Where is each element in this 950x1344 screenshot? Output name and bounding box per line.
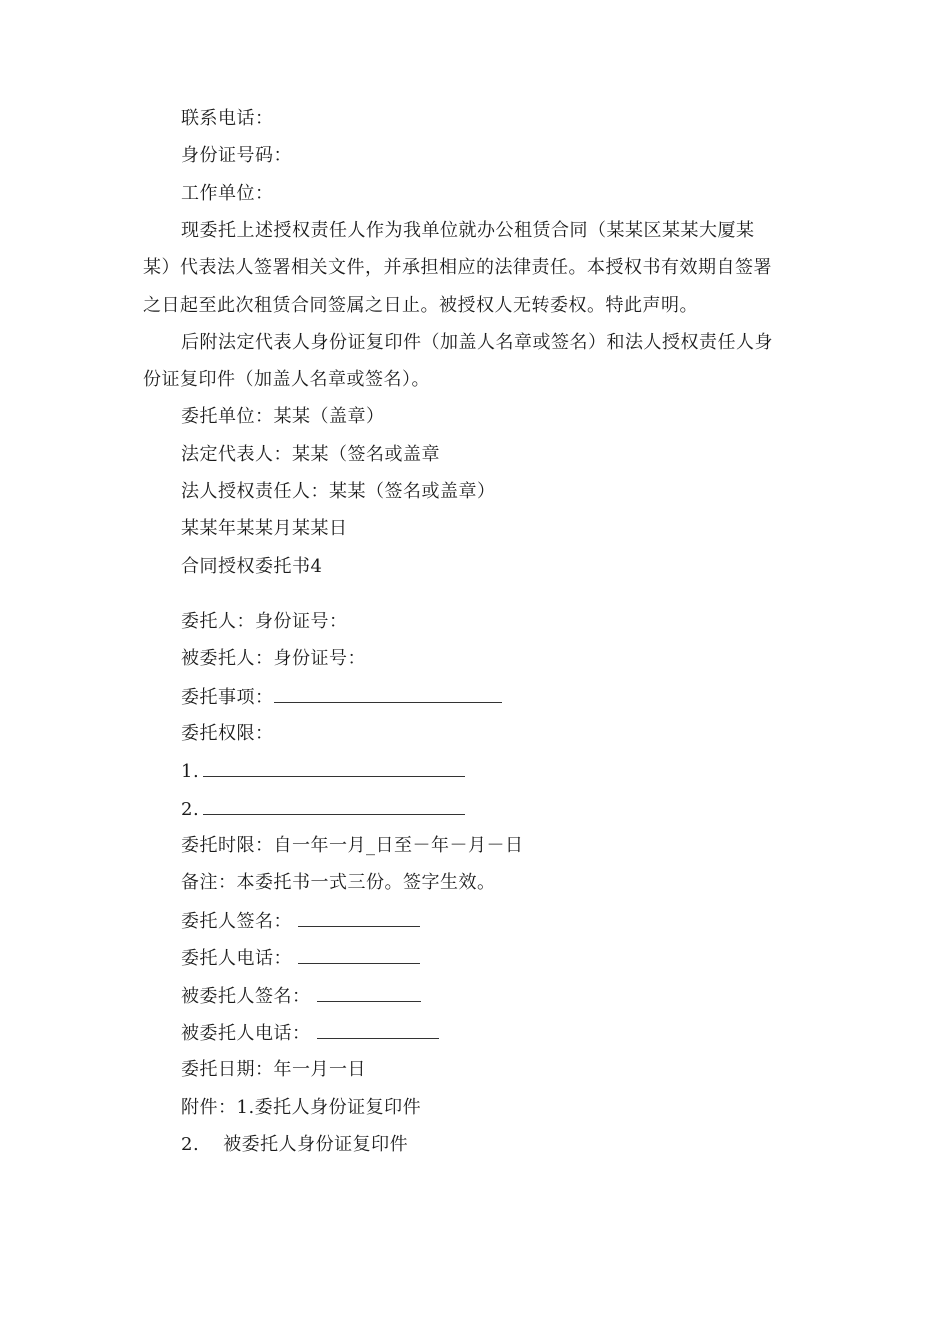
authorization-paragraph-line-1: 现委托上述授权责任人作为我单位就办公租赁合同（某某区某某大厦某 [181, 220, 755, 241]
scope-line: 委托权限： [181, 723, 274, 744]
attachment-paragraph-line-2: 份证复印件（加盖人名章或签名）。 [143, 369, 430, 390]
agent-phone-label: 被委托人电话： [181, 1023, 311, 1044]
attachment-1-line: 附件：1.委托人身份证复印件 [181, 1097, 422, 1118]
matter-blank [274, 686, 502, 703]
agent-signature-label: 被委托人签名： [181, 986, 311, 1007]
contact-phone-line: 联系电话： [181, 108, 274, 129]
legal-representative-line: 法定代表人：某某（签名或盖章 [181, 444, 440, 465]
agent-signature-blank [317, 985, 421, 1002]
agent-phone-line [181, 1022, 439, 1045]
entrusting-unit-line: 委托单位：某某（盖章） [181, 406, 385, 427]
scope-item-1-number: 1. [181, 761, 200, 782]
entrust-date-line: 委托日期：年一月一日 [181, 1059, 366, 1080]
scope-item-1-blank [203, 760, 465, 777]
principal-signature-line [181, 910, 420, 933]
agent-phone-blank [317, 1022, 439, 1039]
attachment-2-text: 被委托人身份证复印件 [223, 1134, 409, 1155]
agent-signature-line [181, 985, 421, 1008]
principal-line: 委托人：身份证号： [181, 611, 348, 632]
date-line: 某某年某某月某某日 [181, 518, 348, 539]
attachment-2-line [181, 1134, 408, 1156]
principal-signature-blank [298, 910, 420, 927]
authorization-paragraph-line-3: 之日起至此次租赁合同签属之日止。被授权人无转委权。特此声明。 [143, 295, 698, 316]
work-unit-line: 工作单位： [181, 183, 274, 204]
agent-line: 被委托人：身份证号： [181, 648, 366, 669]
scope-item-2-blank [203, 798, 465, 815]
principal-phone-label: 委托人电话： [181, 948, 292, 969]
principal-signature-label: 委托人签名： [181, 911, 292, 932]
authorized-person-line: 法人授权责任人：某某（签名或盖章） [181, 481, 496, 502]
scope-item-1 [181, 760, 465, 783]
matter-line [181, 686, 502, 709]
authorization-paragraph-line-2: 某）代表法人签署相关文件，并承担相应的法律责任。本授权书有效期自签署 [143, 257, 772, 278]
principal-phone-blank [298, 947, 420, 964]
attachment-2-number: 2. [181, 1134, 200, 1155]
scope-item-2 [181, 798, 465, 821]
attachment-paragraph-line-1: 后附法定代表人身份证复印件（加盖人名章或签名）和法人授权责任人身 [181, 332, 773, 353]
scope-item-2-number: 2. [181, 799, 200, 820]
term-line: 委托时限：自一年一月_日至－年－月－日 [181, 835, 524, 856]
principal-phone-line [181, 947, 420, 970]
note-line: 备注：本委托书一式三份。签字生效。 [181, 872, 496, 893]
matter-label: 委托事项： [181, 687, 274, 708]
id-number-line: 身份证号码： [181, 145, 292, 166]
section-title: 合同授权委托书4 [181, 556, 323, 577]
